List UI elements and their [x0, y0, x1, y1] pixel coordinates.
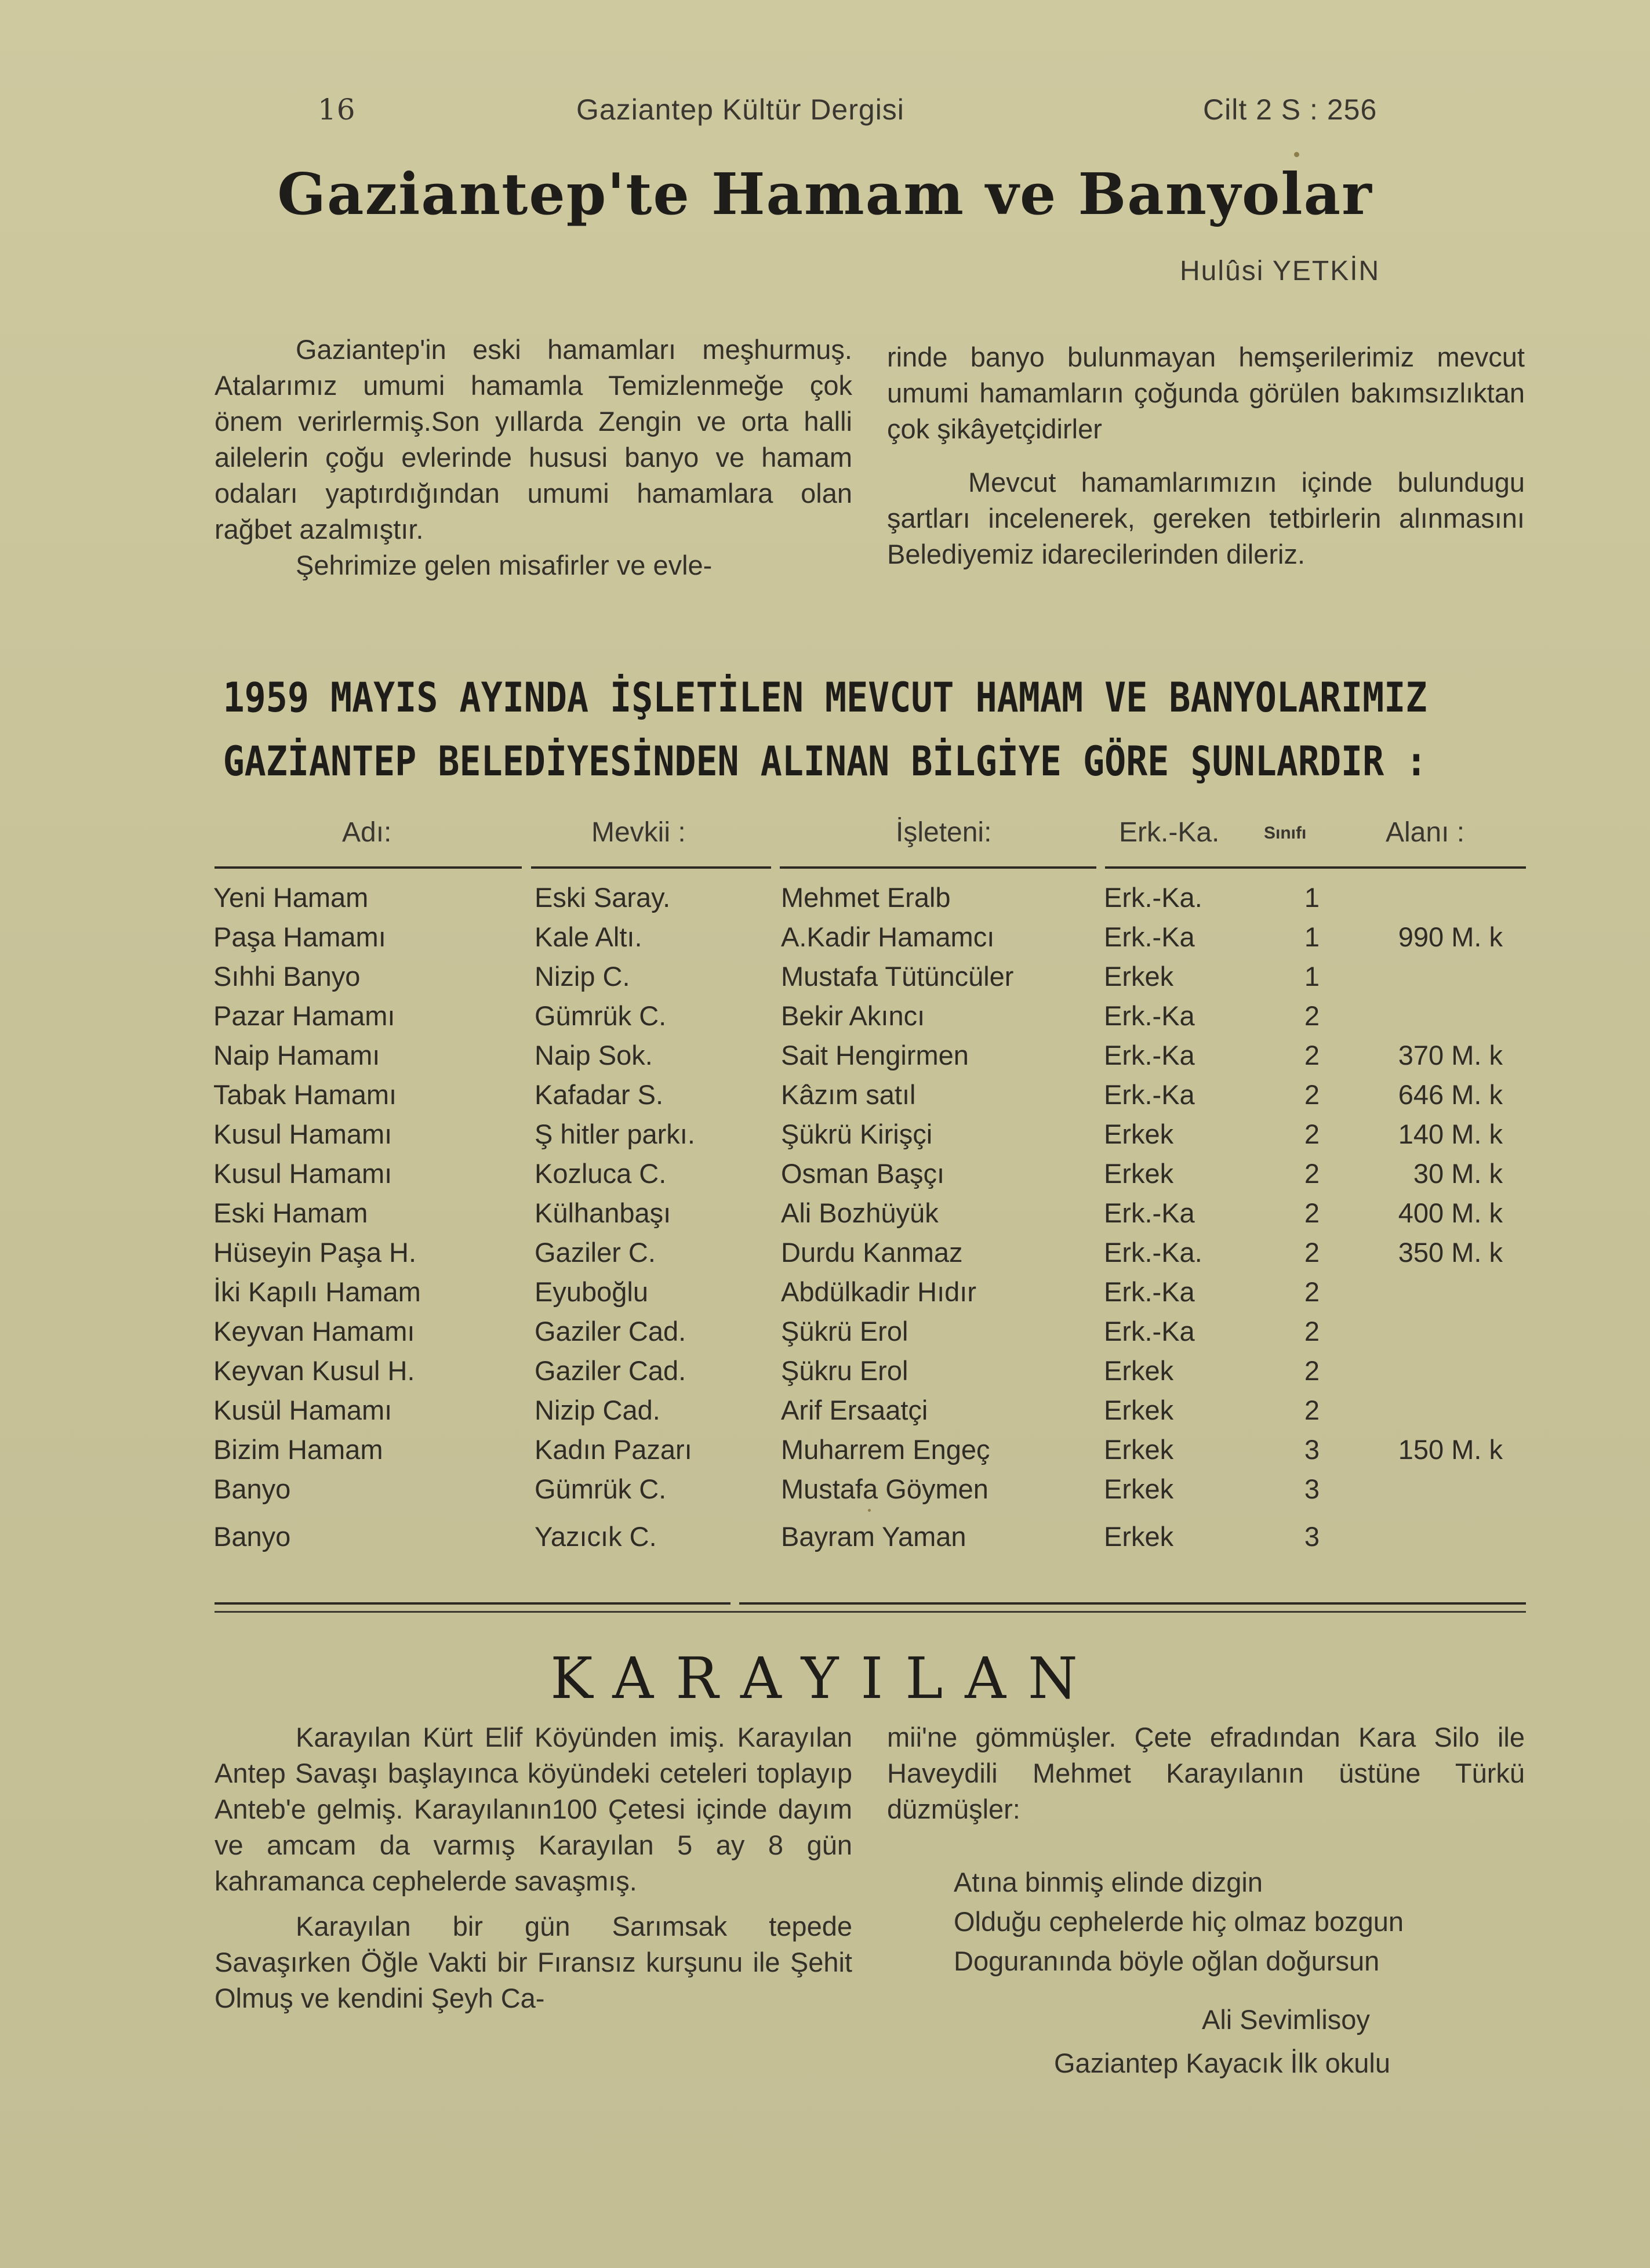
- cell-class: 3: [1304, 1434, 1320, 1465]
- cell-name: İki Kapılı Hamam: [213, 1276, 421, 1307]
- column-header-name: Adı:: [342, 817, 392, 848]
- cell-gender: Erkek: [1104, 1119, 1174, 1149]
- cell-class: 2: [1304, 1040, 1320, 1071]
- table-row: [0, 1079, 1650, 1117]
- signature-name: Ali Sevimlisoy: [1202, 2004, 1370, 2035]
- table-row: [0, 1197, 1650, 1235]
- header-rule: [1105, 866, 1526, 869]
- cell-operator: Kâzım satıl: [781, 1079, 916, 1110]
- cell-class: 2: [1304, 1237, 1320, 1268]
- cell-name: Eski Hamam: [213, 1197, 368, 1228]
- ink-speck: [868, 1509, 871, 1512]
- cell-area: 30 M. k: [1413, 1158, 1503, 1189]
- cell-operator: Şükrü Kirişçi: [781, 1119, 933, 1149]
- cell-area: 140 M. k: [1398, 1119, 1503, 1149]
- cell-location: Kafadar S.: [535, 1079, 664, 1110]
- header-rule: [215, 866, 522, 869]
- cell-location: Naip Sok.: [535, 1040, 653, 1071]
- cell-class: 1: [1304, 921, 1320, 952]
- cell-location: Nizip Cad.: [535, 1395, 660, 1425]
- karayilan-paragraph: Karayılan Kürt Elif Köyünden imiş. Karayılan Antep Savaşı başlayınca köyündeki ceteleri toplayıp Anteb'e gelmiş. Karayılanın100 Çetesi içinde dayım ve amcam da varmış Karayılan 5 ay 8 gün kahramanca cephelerde savaşmış.: [215, 1722, 852, 1896]
- cell-name: Kusul Hamamı: [213, 1119, 392, 1149]
- cell-name: Keyvan Kusul H.: [213, 1355, 415, 1386]
- cell-name: Sıhhi Banyo: [213, 961, 361, 992]
- cell-operator: Mehmet Eralb: [781, 882, 951, 913]
- cell-location: Eski Saray.: [535, 882, 671, 913]
- table-heading: 1959 MAYIS AYINDA İŞLETİLEN MEVCUT HAMAM VE BANYOLARIMIZ: [223, 674, 1427, 721]
- cell-operator: Bayram Yaman: [781, 1521, 966, 1552]
- cell-class: 3: [1304, 1474, 1320, 1504]
- table-row: [0, 1521, 1650, 1559]
- cell-name: Naip Hamamı: [213, 1040, 380, 1071]
- karayilan-paragraph: Karayılan bir gün Sarımsak tepede Savaşırken Öğle Vakti bir Fıransız kurşunu ile Şehit Olmuş ve kendini Şeyh Ca-: [215, 1911, 852, 2013]
- cell-name: Kusul Hamamı: [213, 1158, 392, 1189]
- article-paragraph: Mevcut hamamlarımızın içinde bulundugu şartları incelenerek, gereken tetbirlerin alınmasını Belediyemiz idarecilerinden dileriz.: [887, 467, 1525, 569]
- column-header-location: Mevkii :: [591, 817, 686, 848]
- article-author: Hulûsi YETKİN: [1180, 256, 1380, 286]
- cell-area: 400 M. k: [1398, 1197, 1503, 1228]
- cell-location: Gümrük C.: [535, 1000, 667, 1031]
- cell-area: 990 M. k: [1398, 921, 1503, 952]
- cell-class: 2: [1304, 1000, 1320, 1031]
- cell-location: Gaziler Cad.: [535, 1355, 686, 1386]
- table-row: [0, 1118, 1650, 1156]
- cell-operator: Arif Ersaatçi: [781, 1395, 928, 1425]
- article-paragraph: Şehrimize gelen misafirler ve evle-: [296, 550, 713, 580]
- cell-class: 2: [1304, 1197, 1320, 1228]
- cell-location: Kadın Pazarı: [535, 1434, 692, 1465]
- column-header-class: Sınıfı: [1264, 823, 1307, 843]
- cell-class: 2: [1304, 1079, 1320, 1110]
- table-row: [0, 881, 1650, 920]
- column-header-area: Alanı :: [1386, 817, 1465, 848]
- folk-song: [954, 1863, 1404, 1981]
- cell-class: 2: [1304, 1355, 1320, 1386]
- karayilan-title: KARAYILAN: [550, 1646, 1100, 1712]
- cell-operator: Bekir Akıncı: [781, 1000, 925, 1031]
- cell-operator: Sait Hengirmen: [781, 1040, 969, 1071]
- cell-gender: Erkek: [1104, 1395, 1174, 1425]
- table-row: [0, 1157, 1650, 1196]
- cell-operator: Muharrem Engeç: [781, 1434, 990, 1465]
- cell-gender: Erkek: [1104, 1355, 1174, 1386]
- cell-class: 1: [1304, 882, 1320, 913]
- table-row: [0, 1000, 1650, 1038]
- cell-name: Banyo: [213, 1521, 291, 1552]
- article-title: Gaziantep'te Hamam ve Banyolar: [277, 161, 1373, 228]
- cell-name: Paşa Hamamı: [213, 921, 386, 952]
- cell-name: Pazar Hamamı: [213, 1000, 395, 1031]
- cell-location: Gümrük C.: [535, 1474, 667, 1504]
- cell-name: Kusül Hamamı: [213, 1395, 392, 1425]
- header-rule: [531, 866, 771, 869]
- cell-location: Gaziler Cad.: [535, 1316, 686, 1347]
- cell-class: 1: [1304, 961, 1320, 992]
- karayilan-right-column: [887, 1719, 1525, 1827]
- table-row: [0, 1039, 1650, 1077]
- cell-gender: Erk.-Ka: [1104, 1040, 1195, 1071]
- cell-name: Tabak Hamamı: [213, 1079, 397, 1110]
- signature-school: Gaziantep Kayacık İlk okulu: [1054, 2048, 1390, 2078]
- table-end-rule: [739, 1602, 1526, 1605]
- table-row: [0, 1434, 1650, 1472]
- cell-location: Kale Altı.: [535, 921, 642, 952]
- table-subheading: GAZİANTEP BELEDİYESİNDEN ALINAN BİLGİYE GÖRE ŞUNLARDIR :: [223, 738, 1427, 785]
- cell-area: 350 M. k: [1398, 1237, 1503, 1268]
- cell-operator: Abdülkadir Hıdır: [781, 1276, 976, 1307]
- column-header-operator: İşleteni:: [896, 817, 992, 848]
- cell-gender: Erkek: [1104, 1158, 1174, 1189]
- ink-speck: [1294, 152, 1299, 157]
- poem-line: Atına binmiş elinde dizgin: [954, 1867, 1263, 1897]
- cell-gender: Erkek: [1104, 1521, 1174, 1552]
- cell-location: Yazıcık C.: [535, 1521, 657, 1552]
- cell-area: 370 M. k: [1398, 1040, 1503, 1071]
- issue-number: Cilt 2 S : 256: [1203, 93, 1378, 126]
- article-paragraph: Gaziantep'in eski hamamları meşhurmuş. Atalarımız umumi hamamla Temizlenmeğe çok önem verirlermiş.Son yıllarda Zengin ve orta halli ailelerin çoğu evlerinde hususi banyo ve hamam odaları yaptırdığından umumi hamamlara olan rağbet azalmıştır.: [215, 334, 852, 545]
- cell-gender: Erk.-Ka: [1104, 1276, 1195, 1307]
- cell-class: 2: [1304, 1395, 1320, 1425]
- table-row: [0, 921, 1650, 959]
- cell-name: Bizim Hamam: [213, 1434, 383, 1465]
- cell-area: 646 M. k: [1398, 1079, 1503, 1110]
- table-row: [0, 1394, 1650, 1432]
- cell-operator: Mustafa Tütüncüler: [781, 961, 1014, 992]
- cell-operator: A.Kadir Hamamcı: [781, 921, 995, 952]
- poem-line: Olduğu cephelerde hiç olmaz bozgun: [954, 1906, 1404, 1937]
- cell-operator: Mustafa Göymen: [781, 1474, 988, 1504]
- karayilan-left-column: [215, 1719, 852, 2016]
- cell-gender: Erk.-Ka.: [1104, 1237, 1202, 1268]
- table-row: [0, 960, 1650, 999]
- cell-location: Külhanbaşı: [535, 1197, 671, 1228]
- cell-gender: Erkek: [1104, 1474, 1174, 1504]
- cell-operator: Ali Bozhüyük: [781, 1197, 939, 1228]
- magazine-name: Gaziantep Kültür Dergisi: [576, 93, 904, 126]
- cell-class: 2: [1304, 1276, 1320, 1307]
- article-paragraph: rinde banyo bulunmayan hemşerilerimiz mevcut umumi hamamların çoğunda görülen bakımsızlıktan çok şikâyetçidirler: [887, 342, 1525, 444]
- cell-operator: Şükrü Erol: [781, 1316, 908, 1347]
- karayilan-paragraph: mii'ne gömmüşler. Çete efradından Kara Silo ile Haveydili Mehmet Karayılanın üstüne Türkü düzmüşler:: [887, 1722, 1525, 1824]
- table-end-rule: [215, 1602, 730, 1605]
- cell-area: 150 M. k: [1398, 1434, 1503, 1465]
- page-number: 16: [318, 93, 356, 126]
- cell-name: Hüseyin Paşa H.: [213, 1237, 417, 1268]
- cell-gender: Erk.-Ka.: [1104, 882, 1202, 913]
- cell-location: Eyuboğlu: [535, 1276, 648, 1307]
- cell-location: Gaziler C.: [535, 1237, 656, 1268]
- cell-name: Keyvan Hamamı: [213, 1316, 415, 1347]
- cell-gender: Erk.-Ka: [1104, 1079, 1195, 1110]
- article-left-column: [215, 332, 852, 583]
- cell-operator: Durdu Kanmaz: [781, 1237, 963, 1268]
- cell-gender: Erk.-Ka: [1104, 1316, 1195, 1347]
- cell-gender: Erk.-Ka: [1104, 1197, 1195, 1228]
- column-header-gender: Erk.-Ka.: [1119, 817, 1220, 848]
- cell-class: 2: [1304, 1316, 1320, 1347]
- cell-class: 3: [1304, 1521, 1320, 1552]
- cell-location: Ş hitler parkı.: [535, 1119, 695, 1149]
- cell-name: Banyo: [213, 1474, 291, 1504]
- cell-operator: Osman Başçı: [781, 1158, 945, 1189]
- table-row: [0, 1236, 1650, 1275]
- cell-operator: Şükru Erol: [781, 1355, 908, 1386]
- cell-gender: Erkek: [1104, 1434, 1174, 1465]
- cell-class: 2: [1304, 1119, 1320, 1149]
- table-row: [0, 1473, 1650, 1511]
- table-end-rule: [215, 1611, 1526, 1613]
- table-row: [0, 1315, 1650, 1353]
- poem-line: Doguranında böyle oğlan doğursun: [954, 1946, 1380, 1976]
- header-rule: [780, 866, 1096, 869]
- table-row: [0, 1276, 1650, 1314]
- cell-location: Nizip C.: [535, 961, 630, 992]
- cell-gender: Erkek: [1104, 961, 1174, 992]
- cell-location: Kozluca C.: [535, 1158, 667, 1189]
- article-right-column: [887, 339, 1525, 572]
- table-row: [0, 1355, 1650, 1393]
- cell-gender: Erk.-Ka: [1104, 1000, 1195, 1031]
- cell-name: Yeni Hamam: [213, 882, 369, 913]
- cell-class: 2: [1304, 1158, 1320, 1189]
- cell-gender: Erk.-Ka: [1104, 921, 1195, 952]
